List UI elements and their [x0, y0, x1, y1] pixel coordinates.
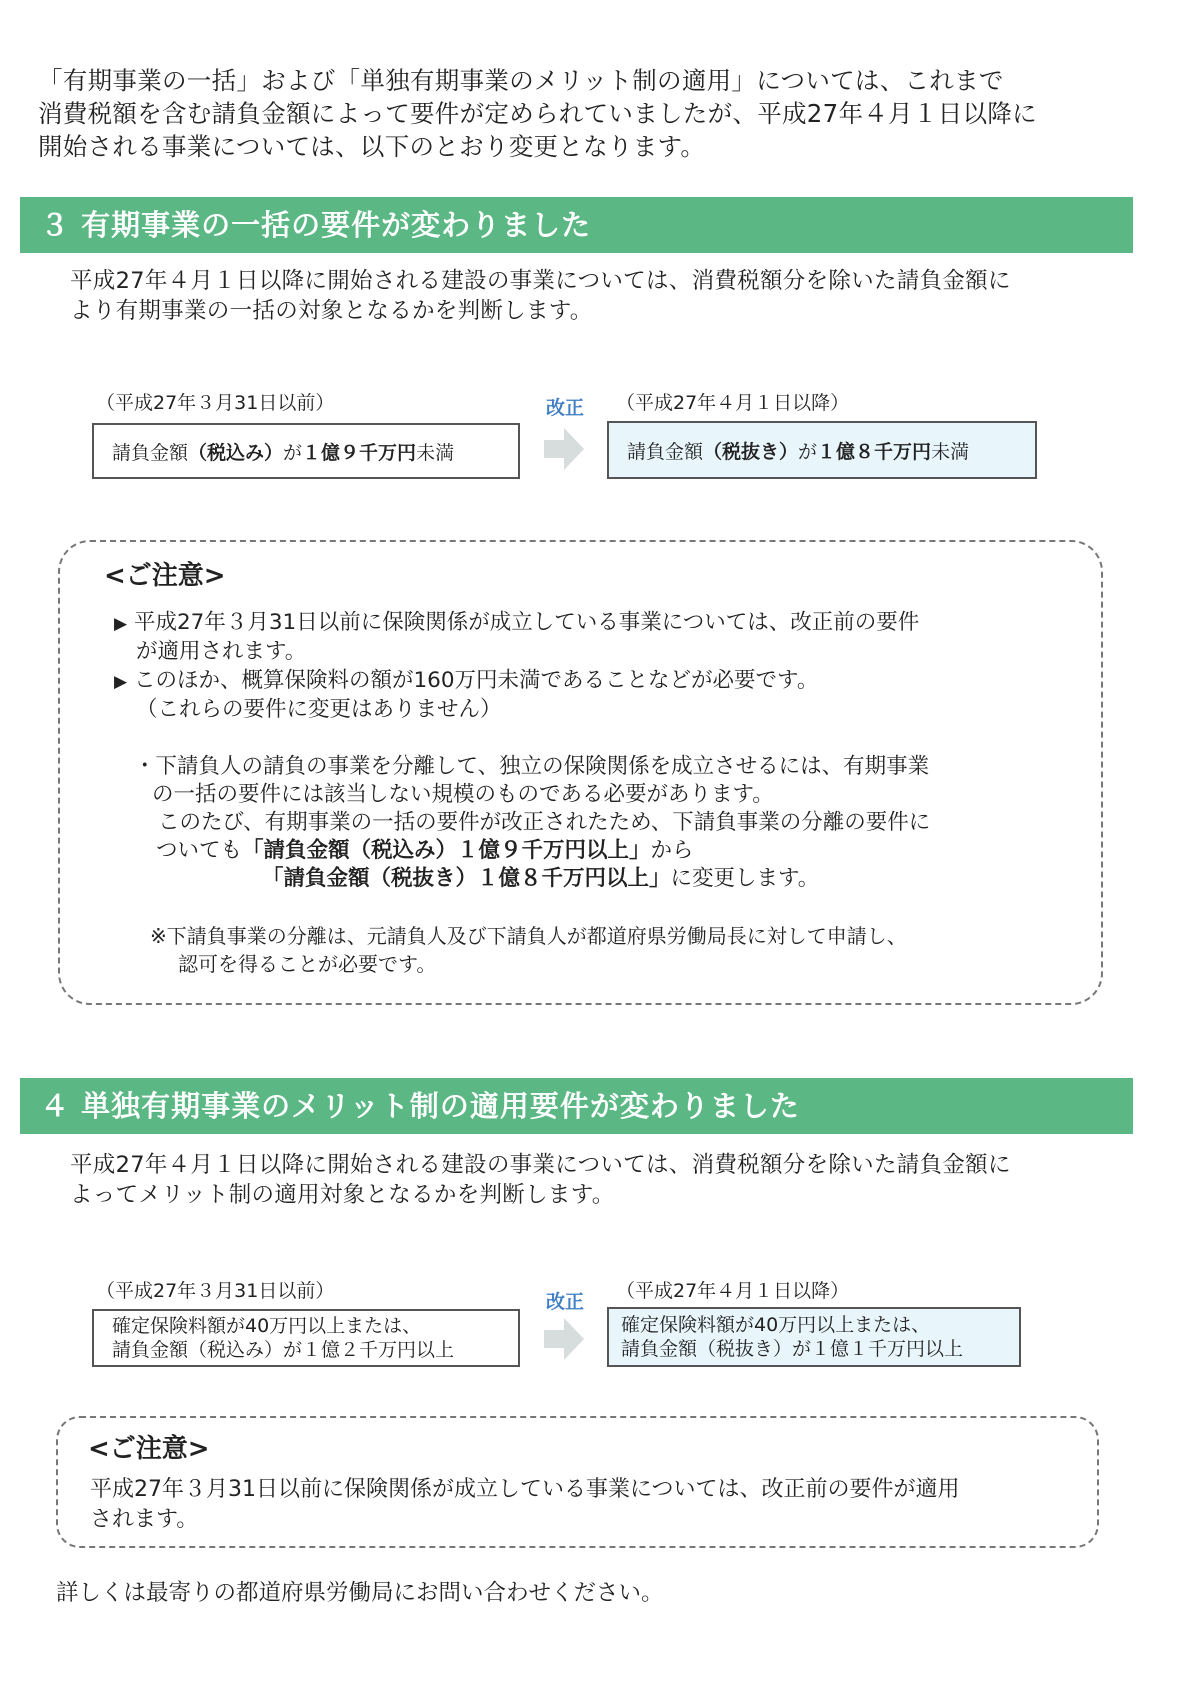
section-3-note-footnote [150, 922, 907, 978]
section-3-after-caption: （平成27年４月１日以降） [616, 392, 850, 414]
after-label: 請負金額 [627, 440, 704, 463]
section-3-desc-line-2: より有期事業の一括の対象となるかを判断します。 [70, 298, 593, 324]
section-3-note-bullet-2 [114, 667, 818, 724]
section-3-kaisei-label: 改正 [546, 397, 585, 419]
triangle-bullet-icon: ▶ [114, 672, 128, 692]
s4-after-line-2: 請負金額（税抜き）が１億１千万円以上 [621, 1338, 964, 1360]
before-amount: １億９千万円 [302, 441, 417, 464]
section-4-after-caption: （平成27年４月１日以降） [616, 1280, 850, 1302]
right-arrow-icon [544, 428, 584, 470]
bullet-2-line-1: このほか、概算保険料の額が160万円未満であることなどが必要です。 [134, 668, 819, 693]
section-3-note-title: <ご注意> [104, 561, 226, 591]
section-4-note-text [90, 1475, 960, 1535]
intro-line-1: 「有期事業の一括」および「単独有期事業のメリット制の適用」については、これまで [38, 66, 1004, 95]
section-3-note-paragraph [134, 753, 930, 893]
section-4-desc-line-2: よってメリット制の適用対象となるかを判断します。 [70, 1182, 615, 1208]
right-arrow-icon [544, 1318, 584, 1360]
note-p-line-3: このたび、有期事業の一括の要件が改正されたため、下請負事業の分離の要件に [158, 810, 931, 835]
note-footnote-line-2: 認可を得ることが必要です。 [178, 952, 437, 976]
section-3-before-caption: （平成27年３月31日以前） [96, 392, 335, 414]
s4-note-line-2: されます。 [90, 1507, 199, 1532]
footer-text: 詳しくは最寄りの都道府県労働局にお問い合わせください。 [56, 1580, 664, 1606]
after-amount: １億８千万円 [817, 440, 932, 463]
section-3-desc-line-1: 平成27年４月１日以降に開始される建設の事業については、消費税額分を除いた請負金額に [70, 268, 1011, 294]
note-p-line-4-pre: ついても [156, 838, 243, 863]
before-mid: が [283, 441, 303, 464]
section-4-banner: ４ 単独有期事業のメリット制の適用要件が変わりました [20, 1078, 1133, 1134]
note-p-line-5-bold: 「請負金額（税抜き）１億８千万円以上」 [262, 866, 671, 891]
before-post: 未満 [416, 441, 455, 464]
section-4-description [70, 1150, 1130, 1210]
section-3-before-box [92, 423, 520, 479]
after-post: 未満 [931, 440, 970, 463]
bullet-2-line-2: （これらの要件に変更はありません） [136, 697, 502, 722]
note-p-line-2: の一括の要件には該当しない規模のものである必要があります。 [152, 782, 774, 807]
section-4-desc-line-1: 平成27年４月１日以降に開始される建設の事業については、消費税額分を除いた請負金額に [70, 1152, 1011, 1178]
before-label: 請負金額 [112, 441, 189, 464]
section-3-note-bullet-1 [114, 609, 919, 666]
section-4-note-title: <ご注意> [88, 1434, 210, 1464]
intro-line-2: 消費税額を含む請負金額によって要件が定められていましたが、平成27年４月１日以降に [38, 99, 1037, 128]
before-tax: （税込み） [188, 441, 284, 464]
note-footnote-line-1: ※下請負事業の分離は、元請負人及び下請負人が都道府県労働局長に対して申請し、 [150, 924, 907, 948]
s4-note-line-1: 平成27年３月31日以前に保険関係が成立している事業については、改正前の要件が適用 [90, 1477, 960, 1502]
intro-line-3: 開始される事業については、以下のとおり変更となります。 [38, 132, 706, 161]
section-4-kaisei-label: 改正 [546, 1291, 585, 1313]
note-p-line-1: ・下請負人の請負の事業を分離して、独立の保険関係を成立させるには、有期事業 [134, 754, 930, 779]
section-3-after-box [607, 421, 1037, 479]
section-3-banner: ３ 有期事業の一括の要件が変わりました [20, 197, 1133, 253]
note-p-line-5-post: に変更します。 [670, 866, 820, 891]
s4-after-line-1: 確定保険料額が40万円以上または、 [621, 1314, 931, 1336]
s4-before-line-1: 確定保険料額が40万円以上または、 [112, 1315, 422, 1337]
section-3-description [70, 266, 1130, 326]
section-4-before-box [92, 1309, 520, 1367]
note-p-line-4-post: から [650, 838, 694, 863]
s4-before-line-2: 請負金額（税込み）が１億２千万円以上 [112, 1339, 455, 1361]
after-tax: （税抜き） [703, 440, 799, 463]
intro-text [38, 64, 1158, 163]
triangle-bullet-icon: ▶ [114, 614, 128, 634]
section-4-after-box [607, 1307, 1021, 1367]
bullet-1-line-2: が適用されます。 [136, 639, 307, 664]
after-mid: が [798, 440, 818, 463]
bullet-1-line-1: 平成27年３月31日以前に保険関係が成立している事業については、改正前の要件 [134, 610, 920, 635]
section-4-before-caption: （平成27年３月31日以前） [96, 1280, 335, 1302]
note-p-line-4-bold: 「請負金額（税込み）１億９千万円以上」 [242, 838, 651, 863]
